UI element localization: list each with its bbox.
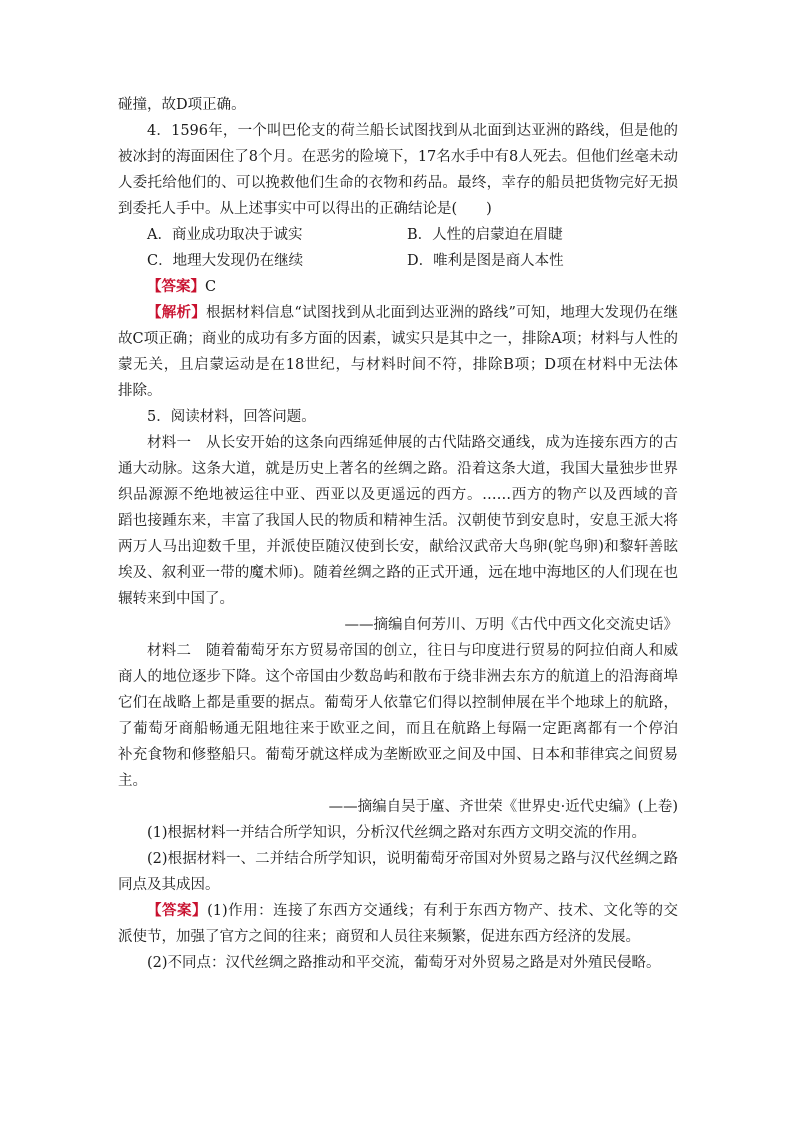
material1-line: 辗转来到中国了。 [118, 591, 234, 607]
material1-line: 材料一 从长安开始的这条向西绵延伸展的古代陆路交通线，成为连接东西方的古 [147, 435, 678, 451]
analysis-text: 根据材料信息“试图找到从北面到达亚洲的路线”可知，地理大发现仍在继 [205, 305, 678, 321]
q3-tail: 碰撞，故D项正确。 [118, 97, 246, 113]
q4-option-a: A．商业成功取决于诚实 [147, 227, 303, 243]
q4-option-c: C．地理大发现仍在继续 [147, 253, 304, 269]
answer-text: (1)作用：连接了东西方交通线；有利于东西方物产、技术、文化等的交 [207, 903, 678, 919]
q4-stem-line: 人委托给他们的、可以挽救他们生命的衣物和药品。最终，幸存的船员把货物完好无损 [118, 175, 678, 191]
material1-line: 两万人马出迎数千里，并派使臣随汉使到长安，献给汉武帝大鸟卵(鸵鸟卵)和黎轩善眩 [118, 539, 678, 555]
q4-analysis-line: 蒙无关，且启蒙运动是在18世纪，与材料时间不符，排除B项；D项在材料中无法体 [118, 357, 678, 373]
material1-source: ——摘编自何芳川、万明《古代中西文化交流史话》 [344, 617, 678, 633]
q4-option-d: D．唯利是图是商人本性 [407, 253, 564, 269]
q5-question-line: (1)根据材料一并结合所学知识，分析汉代丝绸之路对东西方文明交流的作用。 [147, 825, 647, 841]
q4-answer [118, 274, 678, 300]
q5-stem: 5．阅读材料，回答问题。 [147, 409, 316, 425]
q5-answer-line: 派使节，加强了官方之间的往来；商贸和人员往来频繁，促进东西方经济的发展。 [118, 929, 640, 945]
material2-line: 补充食物和修整船只。葡萄牙就这样成为垄断欧亚之间及中国、日本和菲律宾之间贸易 [118, 747, 678, 763]
answer-value: C [205, 279, 217, 295]
q4-options-row [118, 222, 678, 248]
q4-analysis-line: 排除。 [118, 383, 162, 399]
q4-analysis-line: 故C项正确；商业的成功有多方面的因素，诚实只是其中之一，排除A项；材料与人性的 [118, 331, 678, 347]
material1-line: 通大动脉。这条大道，就是历史上著名的丝绸之路。沿着这条大道，我国大量独步世界 [118, 461, 678, 477]
material1-line: 织品源源不绝地被运往中亚、西亚以及更遥远的西方。……西方的物产以及西域的音 [118, 487, 678, 503]
answer-tag: 【答案】 [147, 278, 205, 295]
q4-stem-line: 到委托人手中。从上述事实中可以得出的正确结论是( ) [118, 201, 492, 217]
material1-line: 蹈也接踵东来，丰富了我国人民的物质和精神生活。汉朝使节到安息时，安息王派大将 [118, 513, 678, 529]
material2-line: 材料二 随着葡萄牙东方贸易帝国的创立，往日与印度进行贸易的阿拉伯商人和威 [147, 643, 678, 659]
q5-question-line: 同点及其成因。 [118, 877, 220, 893]
q5-answer-line: (2)不同点：汉代丝绸之路推动和平交流，葡萄牙对外贸易之路是对外殖民侵略。 [147, 955, 661, 971]
material2-source: ——摘编自吴于廑、齐世荣《世界史·近代史编》(上卷) [328, 799, 678, 815]
material2-line: 商人的地位逐步下降。这个帝国由少数岛屿和散布于绕非洲去东方的航道上的沿海商埠 [118, 669, 678, 685]
document-page [118, 92, 678, 976]
q5-answer-line [118, 898, 678, 924]
q5-question-line: (2)根据材料一、二并结合所学知识，说明葡萄牙帝国对外贸易之路与汉代丝绸之路 [147, 851, 678, 867]
q4-stem-line: 被冰封的海面困住了8个月。在恶劣的险境下，17名水手中有8人死去。但他们丝毫未动 [118, 149, 678, 165]
material2-line: 主。 [118, 773, 147, 789]
material2-line: 了葡萄牙商船畅通无阻地往来于欧亚之间，而且在航路上每隔一定距离都有一个停泊 [118, 721, 678, 737]
q4-stem-line: 4．1596年，一个叫巴伦支的荷兰船长试图找到从北面到达亚洲的路线，但是他的 [147, 123, 678, 139]
q4-options-row [118, 248, 678, 274]
answer-tag: 【答案】 [147, 902, 208, 919]
analysis-tag: 【解析】 [147, 304, 206, 321]
material1-line: 埃及、叙利亚一带的魔术师)。随着丝绸之路的正式开通，远在地中海地区的人们现在也 [118, 565, 678, 581]
q4-option-b: B．人性的启蒙迫在眉睫 [407, 227, 563, 243]
q4-analysis-line [118, 300, 678, 326]
material2-line: 它们在战略上都是重要的据点。葡萄牙人依靠它们得以控制伸展在半个地球上的航路， [118, 695, 678, 711]
